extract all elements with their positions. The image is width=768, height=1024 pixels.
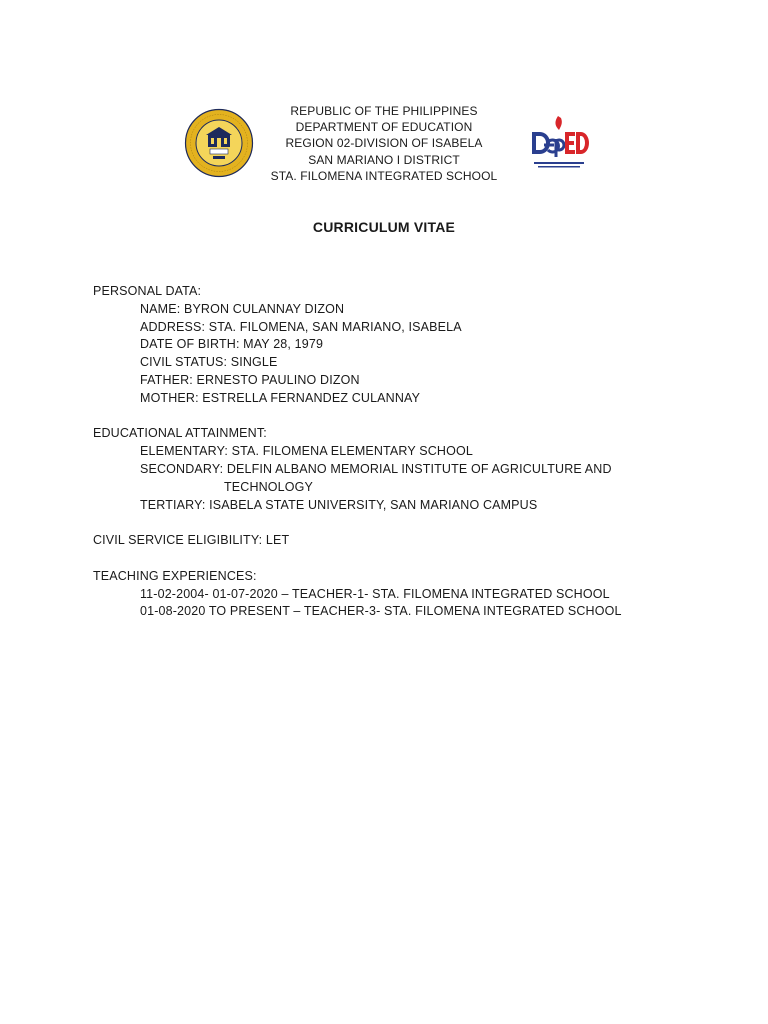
education-secondary: SECONDARY: DELFIN ALBANO MEMORIAL INSTITUTE OF AGRICULTURE AND	[140, 461, 612, 476]
spacer	[93, 408, 693, 426]
personal-address: ADDRESS: STA. FILOMENA, SAN MARIANO, ISABELA	[140, 319, 462, 334]
personal-name: NAME: BYRON CULANNAY DIZON	[140, 301, 345, 316]
section-heading-education: EDUCATIONAL ATTAINMENT:	[93, 426, 267, 441]
header-line-region: REGION 02-DIVISION OF ISABELA	[285, 136, 483, 151]
teaching-experience-item: 11-02-2004- 01-07-2020 – TEACHER-1- STA. FILOMENA INTEGRATED SCHOOL	[140, 586, 610, 601]
document-title: CURRICULUM VITAE	[312, 219, 456, 235]
header-line-district: SAN MARIANO I DISTRICT	[308, 152, 460, 167]
header-line-school: STA. FILOMENA INTEGRATED SCHOOL	[270, 168, 498, 183]
personal-civil-status: CIVIL STATUS: SINGLE	[140, 355, 278, 370]
teaching-experience-item: 01-08-2020 TO PRESENT – TEACHER-3- STA. FILOMENA INTEGRATED SCHOOL	[140, 604, 622, 619]
letterhead-lines	[234, 103, 534, 184]
letterhead	[0, 100, 768, 192]
section-heading-personal: PERSONAL DATA:	[93, 284, 202, 298]
personal-mother: MOTHER: ESTRELLA FERNANDEZ CULANNAY	[140, 390, 421, 405]
header-line-department: DEPARTMENT OF EDUCATION	[295, 120, 473, 135]
spacer	[93, 514, 693, 532]
education-secondary-continued: TECHNOLOGY	[224, 479, 314, 494]
personal-father: FATHER: ERNESTO PAULINO DIZON	[140, 372, 360, 387]
civil-service-eligibility: CIVIL SERVICE ELIGIBILITY: LET	[93, 533, 290, 548]
deped-logo	[528, 112, 590, 174]
education-tertiary: TERTIARY: ISABELA STATE UNIVERSITY, SAN MARIANO CAMPUS	[140, 497, 538, 512]
education-elementary: ELEMENTARY: STA. FILOMENA ELEMENTARY SCHOOL	[140, 444, 473, 459]
personal-dob: DATE OF BIRTH: MAY 28, 1979	[140, 337, 324, 352]
section-heading-teaching: TEACHING EXPERIENCES:	[93, 568, 257, 583]
header-line-republic: REPUBLIC OF THE PHILIPPINES	[290, 104, 478, 118]
spacer	[93, 550, 693, 568]
cv-body	[93, 283, 693, 621]
